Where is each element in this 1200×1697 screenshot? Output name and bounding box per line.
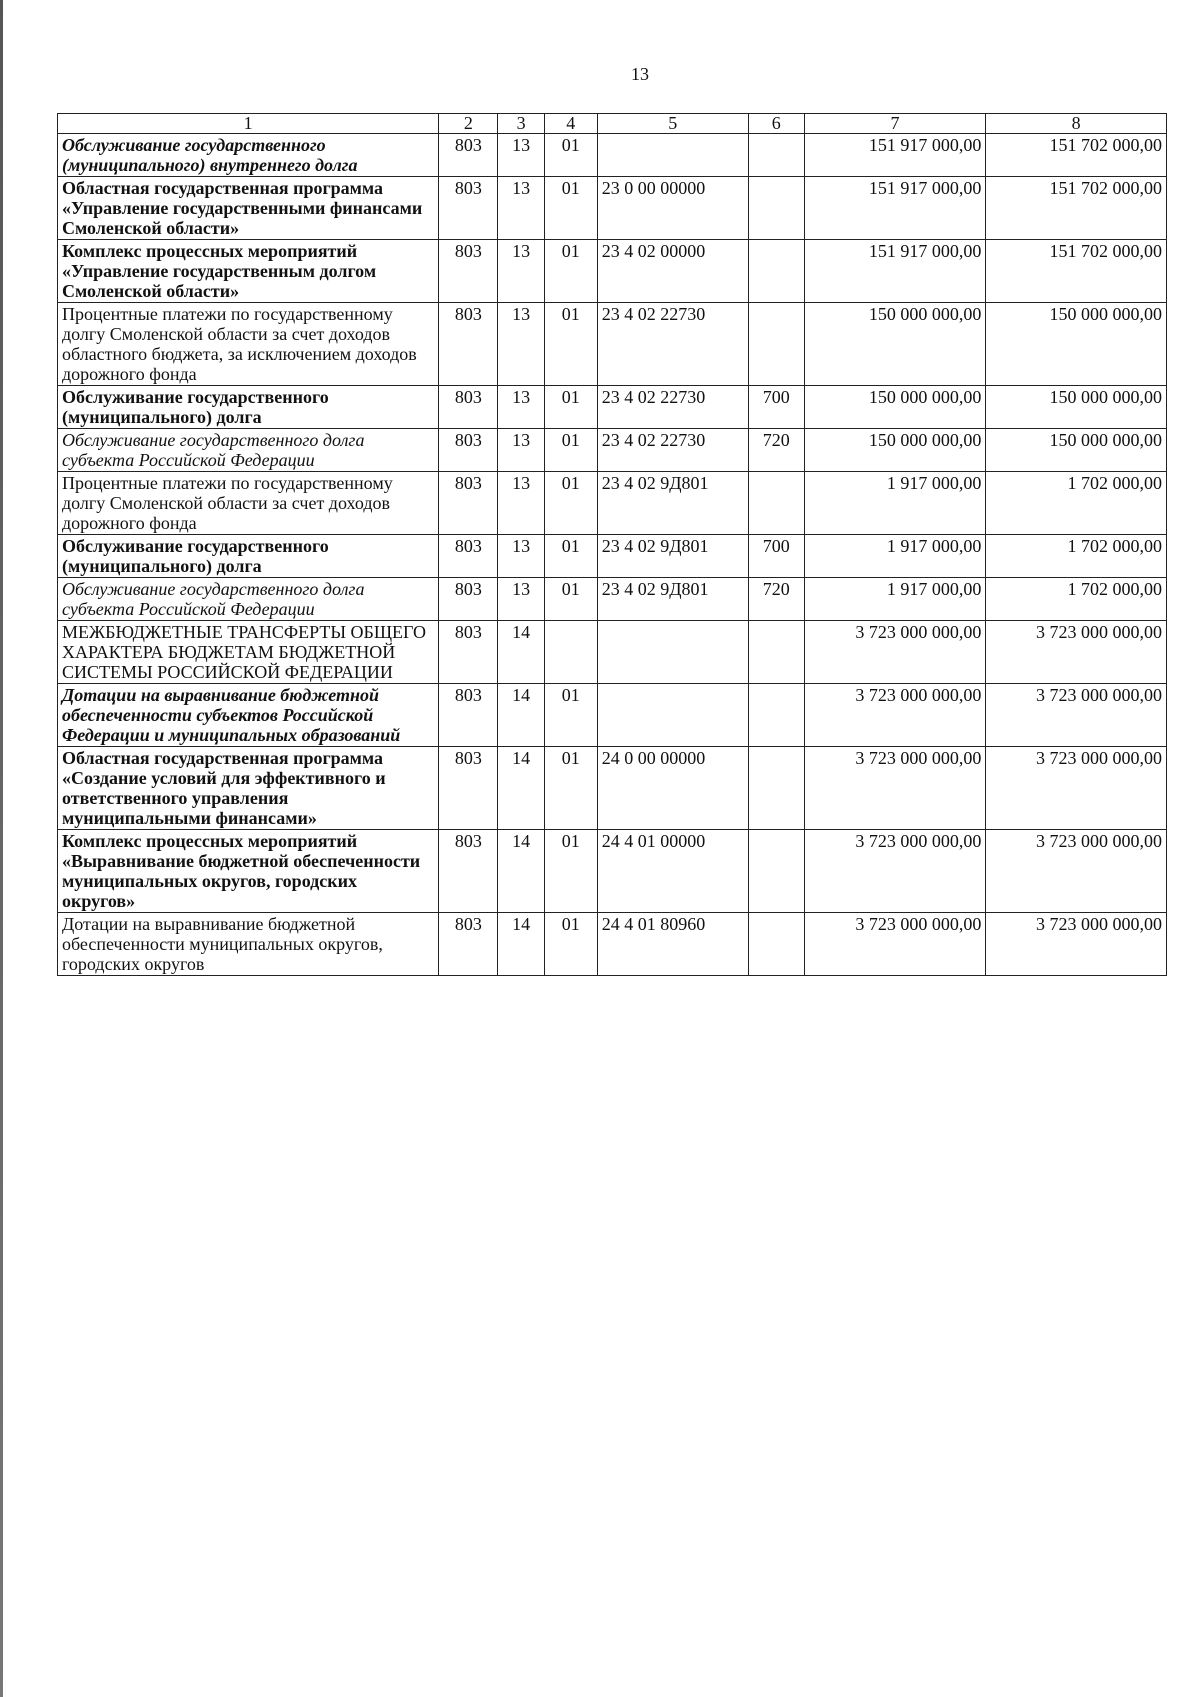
- ministry-code: 803: [439, 535, 498, 578]
- item-name: Комплекс процессных мероприятий «Управление государственным долгом Смоленской области»: [58, 240, 439, 303]
- subsection-code: 01: [544, 429, 597, 472]
- ministry-code: 803: [439, 913, 498, 976]
- item-name: Областная государственная программа «Создание условий для эффективного и ответственного управления муниципальными финансами»: [58, 747, 439, 830]
- target-article-code: [597, 134, 748, 177]
- amount-year-1: 150 000 000,00: [804, 303, 986, 386]
- column-header: 2: [439, 114, 498, 134]
- ministry-code: 803: [439, 386, 498, 429]
- subsection-code: 01: [544, 913, 597, 976]
- expense-type-code: 700: [748, 386, 804, 429]
- target-article-code: 23 4 02 9Д801: [597, 535, 748, 578]
- amount-year-1: 3 723 000 000,00: [804, 747, 986, 830]
- target-article-code: 23 4 02 22730: [597, 429, 748, 472]
- amount-year-2: 3 723 000 000,00: [986, 684, 1167, 747]
- page-number: 13: [631, 64, 649, 84]
- amount-year-2: 150 000 000,00: [986, 429, 1167, 472]
- item-name: МЕЖБЮДЖЕТНЫЕ ТРАНСФЕРТЫ ОБЩЕГО ХАРАКТЕРА БЮДЖЕТАМ БЮДЖЕТНОЙ СИСТЕМЫ РОССИЙСКОЙ ФЕДЕРАЦИИ: [58, 621, 439, 684]
- ministry-code: 803: [439, 578, 498, 621]
- expense-type-code: 700: [748, 535, 804, 578]
- amount-year-1: 3 723 000 000,00: [804, 684, 986, 747]
- column-header: 8: [986, 114, 1167, 134]
- budget-table: [57, 113, 1167, 976]
- table-row: [58, 386, 1167, 429]
- table-row: [58, 240, 1167, 303]
- subsection-code: 01: [544, 177, 597, 240]
- section-code: 13: [498, 578, 544, 621]
- ministry-code: 803: [439, 240, 498, 303]
- table-row: [58, 429, 1167, 472]
- ministry-code: 803: [439, 429, 498, 472]
- amount-year-1: 3 723 000 000,00: [804, 621, 986, 684]
- amount-year-2: 150 000 000,00: [986, 386, 1167, 429]
- amount-year-2: 3 723 000 000,00: [986, 830, 1167, 913]
- amount-year-1: 1 917 000,00: [804, 472, 986, 535]
- expense-type-code: [748, 134, 804, 177]
- section-code: 13: [498, 386, 544, 429]
- table-body: [58, 134, 1167, 976]
- target-article-code: 23 0 00 00000: [597, 177, 748, 240]
- amount-year-1: 151 917 000,00: [804, 134, 986, 177]
- item-name: Дотации на выравнивание бюджетной обеспеченности муниципальных округов, городских округов: [58, 913, 439, 976]
- subsection-code: 01: [544, 386, 597, 429]
- section-code: 14: [498, 747, 544, 830]
- section-code: 14: [498, 830, 544, 913]
- section-code: 13: [498, 240, 544, 303]
- item-name: Дотации на выравнивание бюджетной обеспеченности субъектов Российской Федерации и муниципальных образований: [58, 684, 439, 747]
- ministry-code: 803: [439, 830, 498, 913]
- table-row: [58, 684, 1167, 747]
- section-code: 13: [498, 303, 544, 386]
- ministry-code: 803: [439, 177, 498, 240]
- item-name: Процентные платежи по государственному долгу Смоленской области за счет доходов областного бюджета, за исключением доходов дорожного фонда: [58, 303, 439, 386]
- subsection-code: 01: [544, 240, 597, 303]
- amount-year-1: 1 917 000,00: [804, 578, 986, 621]
- subsection-code: 01: [544, 134, 597, 177]
- amount-year-1: 151 917 000,00: [804, 177, 986, 240]
- section-code: 13: [498, 472, 544, 535]
- ministry-code: 803: [439, 472, 498, 535]
- target-article-code: [597, 621, 748, 684]
- ministry-code: 803: [439, 621, 498, 684]
- expense-type-code: [748, 472, 804, 535]
- target-article-code: 24 4 01 80960: [597, 913, 748, 976]
- subsection-code: 01: [544, 578, 597, 621]
- section-code: 13: [498, 177, 544, 240]
- section-code: 13: [498, 429, 544, 472]
- section-code: 14: [498, 684, 544, 747]
- table-row: [58, 134, 1167, 177]
- expense-type-code: 720: [748, 429, 804, 472]
- target-article-code: [597, 684, 748, 747]
- amount-year-1: 151 917 000,00: [804, 240, 986, 303]
- ministry-code: 803: [439, 134, 498, 177]
- expense-type-code: [748, 684, 804, 747]
- table-row: [58, 535, 1167, 578]
- target-article-code: 23 4 02 22730: [597, 386, 748, 429]
- ministry-code: 803: [439, 747, 498, 830]
- amount-year-2: 3 723 000 000,00: [986, 913, 1167, 976]
- section-code: 13: [498, 535, 544, 578]
- expense-type-code: [748, 747, 804, 830]
- target-article-code: 24 4 01 00000: [597, 830, 748, 913]
- item-name: Обслуживание государственного долга субъекта Российской Федерации: [58, 429, 439, 472]
- amount-year-1: 150 000 000,00: [804, 429, 986, 472]
- column-header: 1: [58, 114, 439, 134]
- amount-year-2: 3 723 000 000,00: [986, 621, 1167, 684]
- table-row: [58, 303, 1167, 386]
- expense-type-code: [748, 240, 804, 303]
- table-row: [58, 578, 1167, 621]
- table-row: [58, 621, 1167, 684]
- expense-type-code: [748, 621, 804, 684]
- item-name: Процентные платежи по государственному долгу Смоленской области за счет доходов дорожного фонда: [58, 472, 439, 535]
- ministry-code: 803: [439, 684, 498, 747]
- subsection-code: [544, 621, 597, 684]
- expense-type-code: [748, 303, 804, 386]
- target-article-code: 23 4 02 22730: [597, 303, 748, 386]
- amount-year-1: 150 000 000,00: [804, 386, 986, 429]
- table-row: [58, 830, 1167, 913]
- expense-type-code: [748, 830, 804, 913]
- section-code: 14: [498, 621, 544, 684]
- subsection-code: 01: [544, 303, 597, 386]
- column-header: 7: [804, 114, 986, 134]
- amount-year-2: 151 702 000,00: [986, 240, 1167, 303]
- target-article-code: 23 4 02 9Д801: [597, 472, 748, 535]
- column-header: 3: [498, 114, 544, 134]
- item-name: Обслуживание государственного (муниципального) внутреннего долга: [58, 134, 439, 177]
- subsection-code: 01: [544, 830, 597, 913]
- amount-year-2: 151 702 000,00: [986, 134, 1167, 177]
- amount-year-2: 3 723 000 000,00: [986, 747, 1167, 830]
- column-header: 6: [748, 114, 804, 134]
- column-number-row: [58, 114, 1167, 134]
- amount-year-2: 150 000 000,00: [986, 303, 1167, 386]
- section-code: 14: [498, 913, 544, 976]
- table-row: [58, 472, 1167, 535]
- subsection-code: 01: [544, 472, 597, 535]
- target-article-code: 24 0 00 00000: [597, 747, 748, 830]
- expense-type-code: 720: [748, 578, 804, 621]
- ministry-code: 803: [439, 303, 498, 386]
- page-edge: [0, 0, 3, 1697]
- amount-year-1: 3 723 000 000,00: [804, 830, 986, 913]
- table-row: [58, 177, 1167, 240]
- amount-year-2: 151 702 000,00: [986, 177, 1167, 240]
- amount-year-2: 1 702 000,00: [986, 578, 1167, 621]
- subsection-code: 01: [544, 684, 597, 747]
- expense-type-code: [748, 177, 804, 240]
- target-article-code: 23 4 02 9Д801: [597, 578, 748, 621]
- item-name: Областная государственная программа «Управление государственными финансами Смоленской области»: [58, 177, 439, 240]
- amount-year-1: 1 917 000,00: [804, 535, 986, 578]
- item-name: Комплекс процессных мероприятий «Выравнивание бюджетной обеспеченности муниципальных округов, городских округов»: [58, 830, 439, 913]
- item-name: Обслуживание государственного (муниципального) долга: [58, 386, 439, 429]
- amount-year-2: 1 702 000,00: [986, 472, 1167, 535]
- table-row: [58, 747, 1167, 830]
- item-name: Обслуживание государственного долга субъекта Российской Федерации: [58, 578, 439, 621]
- expense-type-code: [748, 913, 804, 976]
- amount-year-2: 1 702 000,00: [986, 535, 1167, 578]
- subsection-code: 01: [544, 747, 597, 830]
- table-row: [58, 913, 1167, 976]
- target-article-code: 23 4 02 00000: [597, 240, 748, 303]
- column-header: 5: [597, 114, 748, 134]
- column-header: 4: [544, 114, 597, 134]
- item-name: Обслуживание государственного (муниципального) долга: [58, 535, 439, 578]
- amount-year-1: 3 723 000 000,00: [804, 913, 986, 976]
- section-code: 13: [498, 134, 544, 177]
- subsection-code: 01: [544, 535, 597, 578]
